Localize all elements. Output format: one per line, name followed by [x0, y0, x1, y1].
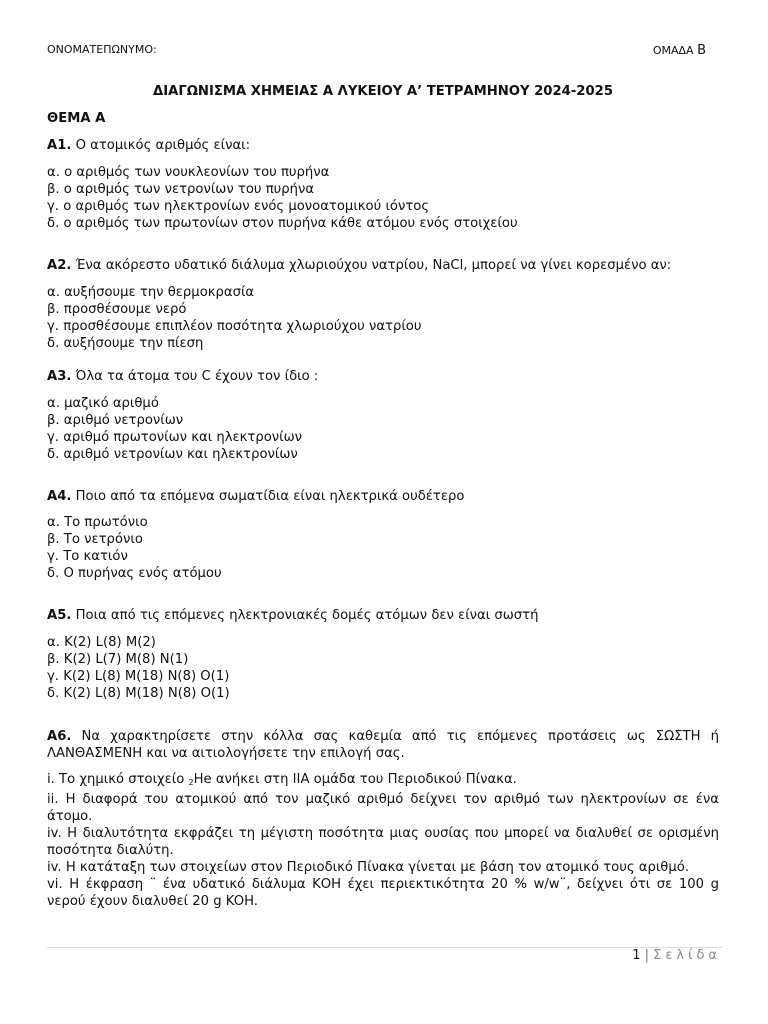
page-footer	[632, 948, 721, 963]
question-a6	[47, 728, 719, 762]
option: α. Το πρωτόνιο	[47, 515, 148, 530]
option: δ. Ο πυρήνας ενός ατόμου	[47, 566, 222, 581]
question-text: Να χαρακτηρίσετε στην κόλλα σας καθεμία από τις επόμενες προτάσεις ως ΣΩΣΤΗ ή ΛΑΝΘΑΣΜΕΝΗ και να αιτιολογήσετε την επιλογή σας.	[47, 729, 719, 761]
options-a2	[47, 284, 719, 352]
option: δ. ο αριθμός των πρωτονίων στον πυρήνα κάθε ατόμου ενός στοιχείου	[47, 216, 518, 231]
option: β. ο αριθμός των νετρονίων του πυρήνα	[47, 182, 315, 197]
option: α. μαζικό αριθμό	[47, 396, 159, 411]
options-a1	[47, 164, 719, 232]
question-text: Όλα τα άτομα του C έχουν τον ίδιο :	[71, 369, 319, 384]
option: δ. αυξήσουμε την πίεση	[47, 336, 204, 351]
statement-text: i. Το χημικό στοιχείο	[47, 772, 189, 787]
statement-4: iv. Η κατάταξη των στοιχείων στον Περιοδικό Πίνακα γίνεται με βάση τον ατομικό τους αριθμό.	[47, 860, 690, 875]
option: δ. K(2) L(8) M(18) N(8) O(1)	[47, 686, 230, 701]
option: β. K(2) L(7) M(8) N(1)	[47, 652, 189, 667]
question-text: Ποια από τις επόμενες ηλεκτρονιακές δομές ατόμων δεν είναι σωστή	[71, 608, 539, 623]
page-number: 1	[632, 948, 641, 963]
question-text: Ποιο από τα επόμενα σωματίδια είναι ηλεκτρικά ουδέτερο	[71, 489, 465, 504]
statement-3: iv. Η διαλυτότητα εκφράζει τη μέγιστη ποσότητα μιας ουσίας που μπορεί να διαλυθεί σε ορισμένη ποσότητα διαλύτη.	[47, 826, 719, 858]
option: β. Το νετρόνιο	[47, 532, 143, 547]
option: γ. K(2) L(8) M(18) N(8) O(1)	[47, 669, 230, 684]
footer-divider	[47, 947, 723, 948]
subscript: 2	[188, 778, 194, 787]
option: α. K(2) L(8) M(2)	[47, 635, 156, 650]
question-a4	[47, 488, 719, 505]
statement-text: He ανήκει στη IIA ομάδα του Περιοδικού Πίνακα.	[193, 772, 517, 787]
page-label: Σελίδα	[653, 948, 721, 963]
name-label: ΟΝΟΜΑΤΕΠΩΝΥΜΟ:	[47, 43, 157, 56]
question-a1	[47, 137, 719, 154]
group-label: ΟΜΑΔΑ	[652, 44, 694, 57]
option: α. ο αριθμός των νουκλεονίων του πυρήνα	[47, 165, 330, 180]
option: γ. αριθμό πρωτονίων και ηλεκτρονίων	[47, 430, 303, 445]
question-text: Ο ατομικός αριθμός είναι:	[71, 138, 251, 153]
statement-1	[47, 771, 719, 791]
question-a3	[47, 368, 719, 385]
option: α. αυξήσουμε την θερμοκρασία	[47, 285, 255, 300]
question-number: Α3.	[47, 369, 72, 384]
option: β. αριθμό νετρονίων	[47, 413, 184, 428]
statement-5: vi. Η έκφραση ¨ ένα υδατικό διάλυμα ΚΟΗ έχει περιεκτικότητα 20 % w/w¨, δείχνει ότι σε 100 g νερού έχουν διαλυθεί 20 g KOH.	[47, 877, 719, 909]
question-a5	[47, 607, 719, 624]
option: γ. προσθέσουμε επιπλέον ποσότητα χλωριούχου νατρίου	[47, 319, 422, 334]
question-number: Α5.	[47, 608, 72, 623]
statements-a6	[47, 771, 719, 910]
group-field	[653, 43, 706, 58]
options-a5	[47, 634, 719, 702]
options-a4	[47, 514, 719, 582]
option: γ. ο αριθμός των ηλεκτρονίων ενός μονοατομικού ιόντος	[47, 199, 430, 214]
question-number: Α4.	[47, 489, 72, 504]
option: β. προσθέσουμε νερό	[47, 302, 187, 317]
theme-heading: ΘΕΜΑ Α	[47, 111, 106, 126]
question-number: Α2.	[47, 258, 72, 273]
question-a2	[47, 257, 719, 274]
option: δ. αριθμό νετρονίων και ηλεκτρονίων	[47, 447, 298, 462]
exam-title: ΔΙΑΓΩΝΙΣΜΑ ΧΗΜΕΙΑΣ Α ΛΥΚΕΙΟΥ Α’ ΤΕΤΡΑΜΗΝΟΥ 2024-2025	[153, 84, 613, 99]
question-number: Α1.	[47, 138, 72, 153]
options-a3	[47, 395, 719, 463]
option: γ. Το κατιόν	[47, 549, 128, 564]
question-number: Α6.	[47, 729, 72, 744]
footer-separator: |	[644, 948, 649, 963]
question-text: Ένα ακόρεστο υδατικό διάλυμα χλωριούχου νατρίου, NaCl, μπορεί να γίνει κορεσμένο αν:	[71, 258, 672, 273]
statement-2: ii. Η διαφορά του ατομικού από τον μαζικό αριθμό δείχνει τον αριθμό των ηλεκτρονίων σε ένα άτομο.	[47, 792, 719, 824]
group-value: Β	[697, 43, 706, 58]
